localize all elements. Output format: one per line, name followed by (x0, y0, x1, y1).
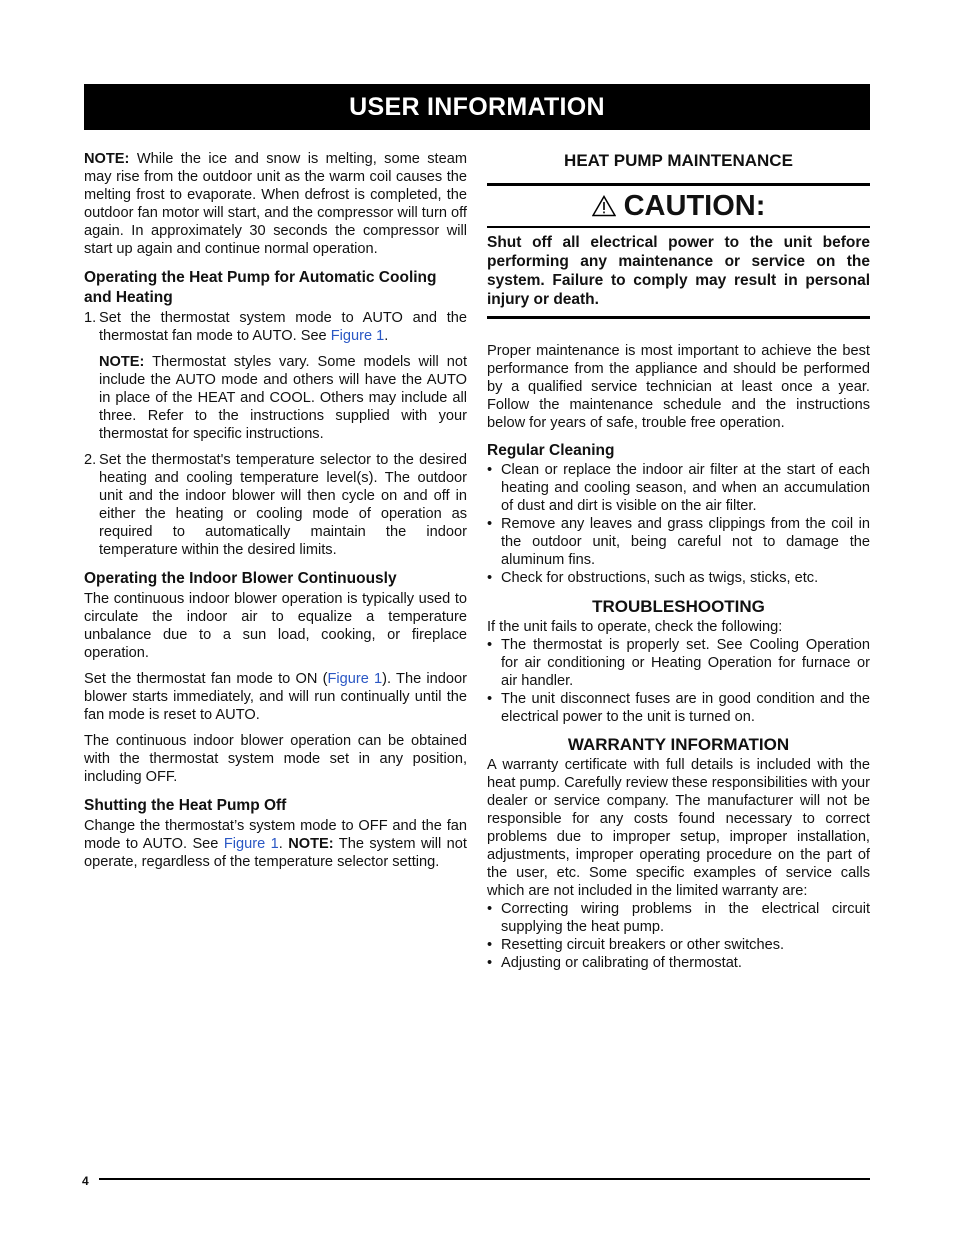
page-title: USER INFORMATION (349, 93, 605, 121)
list-item: • The unit disconnect fuses are in good condition and the electrical power to the unit is turned on. (487, 690, 870, 726)
blower-paragraph-2 (84, 670, 467, 724)
troubleshooting-list (487, 636, 870, 726)
left-column (84, 150, 467, 871)
warranty-list (487, 900, 870, 972)
step-number: 1. (84, 310, 97, 326)
figure-1-link[interactable]: Figure 1 (327, 671, 383, 687)
shutoff-heading: Shutting the Heat Pump Off (84, 797, 287, 814)
blower-heading: Operating the Indoor Blower Continuously (84, 570, 397, 587)
defrost-note (84, 150, 467, 258)
text: Set the thermostat fan mode to ON ( (84, 671, 328, 687)
blower-paragraph-3: The continuous indoor blower operation can be obtained with the thermostat system mode set in any position, including OFF. (84, 733, 467, 785)
warning-triangle-icon (592, 195, 616, 217)
list-item: • Correcting wiring problems in the electrical circuit supplying the heat pump. (487, 900, 870, 936)
text: Change the thermostat’s system mode to OFF and the fan mode to AUTO. See (84, 818, 467, 852)
maintenance-heading: HEAT PUMP MAINTENANCE (564, 151, 793, 170)
troubleshooting-heading: TROUBLESHOOTING (592, 597, 765, 616)
warranty-paragraph: A warranty certificate with full details is included with the heat pump. Carefully review these responsibilities with your dealer or service company. The manufacturer will not be responsible for any costs found necessary to correct problems due to improper setup, improper installation, adjustments, improper operating procedure on the part of the user, etc. Some specific examples of service calls which are not included in the limited warranty are: (487, 757, 870, 899)
text: The system will not operate, regardless of the temperature selector setting. (84, 836, 467, 870)
step-1 (84, 309, 467, 443)
troubleshooting-intro: If the unit fails to operate, check the following: (487, 619, 783, 635)
caution-body: Shut off all electrical power to the unit before performing any maintenance or service on the system. Failure to comply may result in personal injury or death. (487, 234, 870, 308)
caution-box (487, 183, 870, 319)
note-text: While the ice and snow is melting, some steam may rise from the outdoor unit as the warm coil causes the melting frost to evaporate. When defrost is completed, the outdoor fan motor will start, and the compressor will turn off again. In approximately 30 seconds the compressor will start up again and continue normal operation. (84, 151, 468, 257)
list-item: • Remove any leaves and grass clippings from the coil in the outdoor unit, being careful not to damage the aluminum fins. (487, 515, 870, 569)
cleaning-list (487, 461, 870, 587)
note-text: Thermostat styles vary. Some models will not include the AUTO mode and others will have the AUTO in place of the HEAT and COOL. Others may include all three. Refer to the instructions supplied with your thermostat for specific instructions. (99, 354, 467, 442)
page-banner (84, 84, 870, 130)
warranty-heading: WARRANTY INFORMATION (567, 735, 790, 754)
blower-paragraph-1: The continuous indoor blower operation is typically used to circulate the indoor air to equalize a temperature unbalance due to a sun load, cooking, or fireplace operation. (84, 591, 467, 661)
step-text: Set the thermostat system mode to AUTO and the thermostat fan mode to AUTO. See (99, 310, 467, 344)
caution-title: CAUTION: (623, 190, 766, 222)
step-2 (84, 451, 467, 559)
text: . (278, 836, 283, 852)
figure-1-link[interactable]: Figure 1 (330, 328, 385, 344)
figure-1-link[interactable]: Figure 1 (223, 836, 279, 852)
right-column (487, 150, 870, 972)
maintenance-paragraph: Proper maintenance is most important to achieve the best performance from the appliance and should be performed by a qualified service technician at least once a year. Follow the maintenance schedule and the instructions below for years of safe, trouble free operation. (487, 343, 870, 431)
auto-mode-heading: Operating the Heat Pump for Automatic Cooling and Heating (84, 269, 437, 306)
shutoff-paragraph (84, 817, 467, 871)
list-item: • The thermostat is properly set. See Cooling Operation for air conditioning or Heating Operation for furnace or air handler. (487, 636, 870, 690)
step-text: Set the thermostat's temperature selector to the desired heating and cooling temperature level(s). The outdoor unit and the indoor blower will then cycle on and off in either the heating or cooling mode of operation as required to automatically maintain the indoor temperature within the desired limits. (99, 452, 467, 558)
list-item: • Adjusting or calibrating of thermostat. (487, 954, 870, 972)
step-number: 2. (84, 452, 97, 468)
caution-title-row (487, 186, 870, 228)
auto-mode-steps (84, 309, 467, 559)
text: ). The indoor blower starts immediately, and will run continually until the fan mode is reset to AUTO. (84, 671, 467, 723)
note-label: NOTE: (288, 836, 334, 852)
list-item: • Check for obstructions, such as twigs, sticks, etc. (487, 569, 870, 587)
list-item: • Resetting circuit breakers or other switches. (487, 936, 870, 954)
cleaning-heading: Regular Cleaning (487, 442, 615, 459)
footer-rule (99, 1178, 870, 1180)
note-label: NOTE: (84, 151, 130, 167)
note-label: NOTE: (99, 354, 145, 370)
step-punct: . (384, 328, 389, 344)
page-number: 4 (82, 1174, 89, 1188)
list-item: • Clean or replace the indoor air filter at the start of each heating and cooling season, and when an accumulation of dust and dirt is visible on the air filter. (487, 461, 870, 515)
thermostat-styles-note (99, 353, 467, 443)
